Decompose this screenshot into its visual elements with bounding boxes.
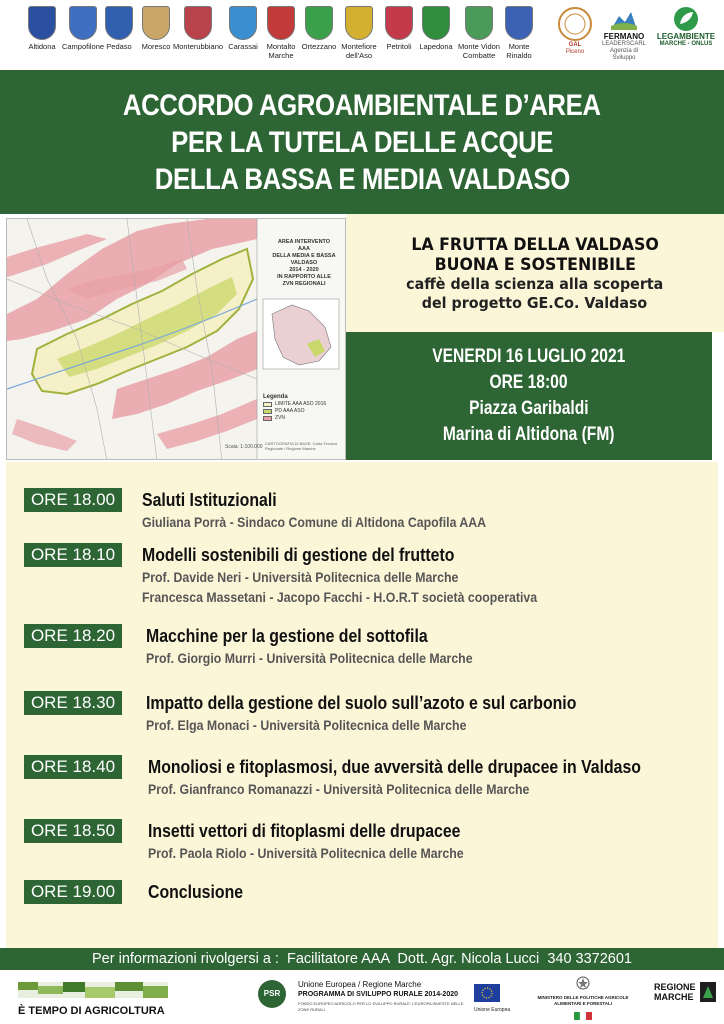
program-speaker: Francesca Massetani - Jacopo Facchi - H.O.R.T società cooperativa	[142, 589, 538, 605]
partner-logos-strip	[0, 0, 724, 70]
event-subtitle	[346, 214, 724, 332]
program-item-title: Modelli sostenibili di gestione del frutteto	[142, 545, 455, 565]
fermano-sub-2: Agenzia di Sviluppo	[609, 48, 639, 61]
contact-info-bar: Per informazioni rivolgersi a : Facilitatore AAA Dott. Agr. Nicola Lucci 340 3372601	[0, 948, 724, 970]
program-speaker: Prof. Paola Riolo - Università Politecnica delle Marche	[148, 845, 464, 861]
pixel-mosaic-icon	[18, 982, 168, 998]
tempo-agricoltura-text: È TEMPO DI AGRICOLTURA	[18, 1005, 165, 1017]
coat-of-arms-icon	[229, 6, 257, 40]
eu-label: Unione Europea	[474, 1007, 511, 1013]
coat-of-arms-icon	[345, 6, 373, 40]
psr-text	[298, 980, 468, 1013]
psr-line-2: PROGRAMMA DI SVILUPPO RURALE 2014-2020	[298, 991, 458, 998]
fermano-name: FERMANO	[603, 32, 645, 41]
event-city: Marina di Altidona (FM)	[443, 424, 615, 445]
municipality-name: Carassai	[228, 42, 258, 51]
program-time-badge: ORE 19.00	[24, 880, 122, 904]
program-item-title: Macchine per la gestione del sottofila	[146, 626, 428, 646]
municipality-name: Petritoli	[386, 42, 412, 51]
program-item-title: Insetti vettori di fitoplasmi delle drupacee	[148, 821, 461, 841]
municipality-name: Monterubbiano	[173, 42, 224, 51]
event-details	[346, 332, 712, 460]
title-line-2: PER LA TUTELA DELLE ACQUE	[170, 125, 553, 159]
map-caption: AREA INTERVENTO AAA DELLA MEDIA E BASSA VALDASO 2014 - 2020 IN RAPPORTO ALLE ZVN REGIONALI	[272, 239, 336, 287]
program-time-badge: ORE 18.10	[24, 543, 122, 567]
municipality-name: Campofilone	[61, 42, 105, 51]
regione-marche-mark-icon	[700, 982, 716, 1002]
coat-of-arms-icon	[385, 6, 413, 40]
program-speaker: Giuliana Porrà - Sindaco Comune di Altidona Capofila AAA	[142, 514, 487, 530]
legambiente-sub: MARCHE - ONLUS	[659, 41, 713, 47]
coat-of-arms-icon	[465, 6, 493, 40]
gal-line-2: Piceno	[565, 49, 585, 55]
legend-swatch	[263, 409, 272, 414]
municipality-name: Ortezzano	[301, 42, 337, 51]
fermano-sub-1: LEADERSCARL	[601, 41, 646, 47]
municipality-name: Monte Rinaldo	[506, 42, 532, 60]
coat-of-arms-icon	[69, 6, 97, 40]
republic-emblem-icon	[576, 976, 590, 990]
coat-of-arms-icon	[422, 6, 450, 40]
regione-marche-text: REGIONE MARCHE	[654, 982, 696, 1002]
legend-swatch	[263, 402, 272, 407]
program-item-title: Conclusione	[148, 882, 244, 902]
program-item-title: Impatto della gestione del suolo sull’azoto e sul carbonio	[146, 693, 577, 713]
legend-label: LIMITE AAA ASO 2016	[275, 401, 327, 407]
title-banner	[0, 70, 724, 214]
psr-line-1: Unione Europea / Regione Marche	[298, 980, 422, 989]
area-map	[6, 218, 346, 460]
fermano-hill-icon	[609, 6, 639, 32]
subtitle-heading-2: BUONA E SOSTENIBILE	[434, 255, 636, 275]
municipality-name: Moresco	[141, 42, 171, 51]
program-speaker: Prof. Davide Neri - Università Politecnica delle Marche	[142, 569, 459, 585]
municipality-name: Montalto Marche	[266, 42, 296, 60]
subtitle-heading-1: LA FRUTTA DELLA VALDASO	[411, 235, 659, 255]
event-time: ORE 18:00	[490, 372, 568, 393]
map-credit: CARTOGRAFIA DI BASE: Carta Tecnica Regionale / Regione Marche	[265, 441, 338, 451]
coat-of-arms-icon	[28, 6, 56, 40]
municipality-name: Altidona	[28, 42, 56, 51]
program-time-badge: ORE 18.30	[24, 691, 122, 715]
coat-of-arms-icon	[267, 6, 295, 40]
program-time-badge: ORE 18.00	[24, 488, 122, 512]
map-legend	[263, 394, 343, 422]
gal-piceno-logo	[552, 6, 598, 56]
italy-flag-icon	[574, 1012, 592, 1020]
municipality-logo	[494, 6, 544, 60]
municipality-logo	[173, 6, 223, 51]
title-line-3: DELLA BASSA E MEDIA VALDASO	[154, 162, 570, 196]
legend-row	[263, 401, 343, 408]
subtitle-line-3: caffè della scienza alla scoperta	[406, 275, 664, 293]
legend-label: ZVN	[275, 415, 285, 421]
psr-badge-label: PSR	[258, 980, 286, 1008]
program-speaker: Prof. Giorgio Murri - Università Politecnica delle Marche	[146, 650, 473, 666]
coat-of-arms-icon	[105, 6, 133, 40]
coat-of-arms-icon	[505, 6, 533, 40]
program-time-badge: ORE 18.50	[24, 819, 122, 843]
eu-flag	[474, 984, 510, 1014]
legambiente-name: LEGAMBIENTE	[656, 32, 716, 41]
program-speaker: Prof. Gianfranco Romanazzi - Università Politecnica delle Marche	[148, 781, 530, 797]
event-place: Piazza Garibaldi	[469, 398, 589, 419]
municipality-name: Montefiore dell'Aso	[341, 42, 377, 60]
legend-label: PD AAA ASO	[275, 408, 305, 414]
municipality-name: Monte Vidon Combatte	[458, 42, 500, 60]
map-scale: Scala: 1:100.000	[225, 444, 263, 450]
legambiente-logo	[652, 6, 720, 48]
program-speaker: Prof. Elga Monaci - Università Politecnica delle Marche	[146, 717, 467, 733]
legambiente-leaf-icon	[673, 6, 699, 32]
coat-of-arms-icon	[184, 6, 212, 40]
legend-title: Legenda	[263, 394, 288, 400]
gal-piceno-emblem-icon	[557, 6, 593, 42]
program-item-title: Saluti Istituzionali	[142, 490, 277, 510]
footer-logos	[0, 970, 724, 1024]
program-time-badge: ORE 18.20	[24, 624, 122, 648]
municipality-name: Lapedona	[419, 42, 453, 51]
coat-of-arms-icon	[305, 6, 333, 40]
ministero-logo	[528, 976, 638, 1024]
ministero-text: MINISTERO DELLE POLITICHE AGRICOLE ALIMENTARI E FORESTALI	[537, 995, 629, 1006]
fermano-leader-logo	[598, 6, 650, 62]
program-time-badge: ORE 18.40	[24, 755, 122, 779]
tempo-agricoltura-logo	[18, 982, 168, 1018]
program-item-title: Monoliosi e fitoplasmosi, due avversità delle drupacee in Valdaso	[148, 757, 641, 777]
psr-line-3: FONDO EUROPEO AGRICOLO PER LO SVILUPPO RURALE: L'EUROPA INVESTE NELLE ZONE RURALI	[298, 1001, 464, 1012]
legend-row	[263, 415, 343, 422]
title-line-1: ACCORDO AGROAMBIENTALE D’AREA	[123, 88, 601, 122]
eu-flag-icon	[474, 984, 500, 1002]
gal-line-1: GAL	[568, 42, 582, 48]
regione-marche-logo	[654, 982, 716, 1002]
event-date: VENERDI 16 LUGLIO 2021	[432, 346, 626, 367]
legend-row	[263, 408, 343, 415]
subtitle-line-4: del progetto GE.Co. Valdaso	[422, 294, 648, 312]
program-schedule	[6, 462, 718, 948]
psr-badge	[258, 980, 286, 1008]
municipality-name: Pedaso	[106, 42, 132, 51]
coat-of-arms-icon	[142, 6, 170, 40]
legend-swatch	[263, 416, 272, 421]
